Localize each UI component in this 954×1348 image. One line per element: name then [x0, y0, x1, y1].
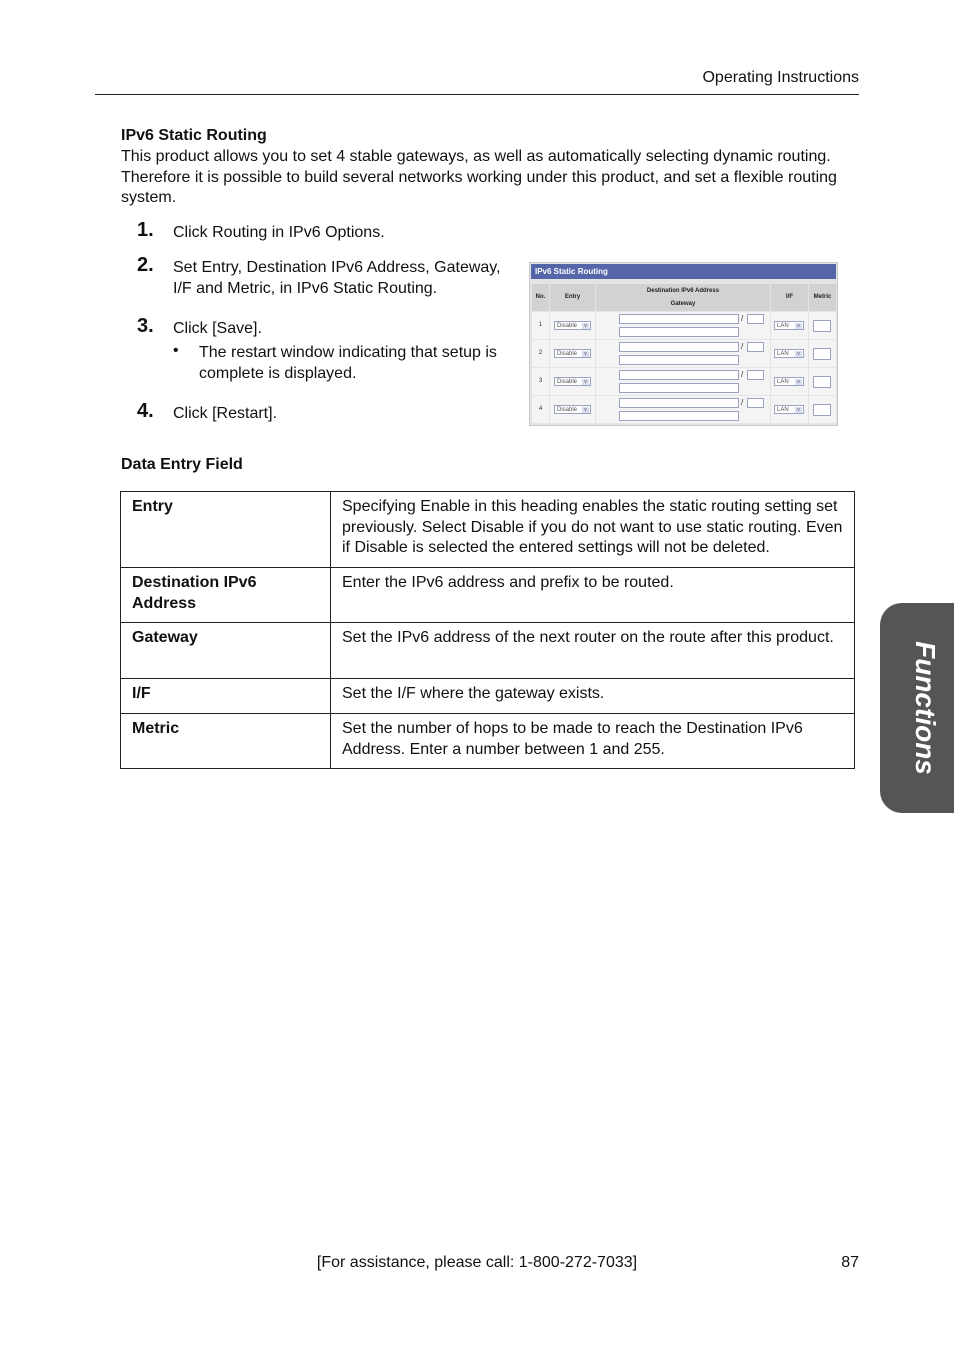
row-3-gateway-input[interactable] [619, 383, 739, 393]
row-1-prefix-input[interactable] [747, 314, 764, 324]
step-1-number: 1. [137, 219, 154, 241]
row-1-dest-input[interactable] [619, 314, 739, 324]
field-name: Metric [121, 714, 331, 769]
step-1-text: Click Routing in IPv6 Options. [173, 224, 385, 241]
page-number: 87 [841, 1254, 859, 1271]
row-3-if-cell [771, 368, 808, 395]
field-description: Set the number of hops to be made to reach the Destination IPv6 Address. Enter a number between 1 and 255. [331, 714, 855, 769]
chevron-down-icon: v [795, 407, 802, 413]
row-1-metric-cell [809, 312, 836, 339]
field-name: I/F [121, 679, 331, 714]
row-1-address-cell [596, 312, 770, 339]
section-side-tab [880, 603, 954, 813]
table-row [121, 679, 855, 714]
header-divider [95, 94, 859, 95]
chevron-down-icon: v [582, 407, 589, 413]
row-2-metric-input[interactable] [813, 348, 831, 360]
section-title: IPv6 Static Routing [121, 127, 267, 144]
row-2-gateway-input[interactable] [619, 355, 739, 365]
row-3-metric-input[interactable] [813, 376, 831, 388]
field-name: Entry [121, 492, 331, 568]
prefix-slash: / [741, 314, 744, 323]
screenshot-title: IPv6 Static Routing [531, 264, 836, 279]
ipv6-static-routing-screenshot [529, 262, 838, 426]
row-4-entry-cell [550, 396, 595, 423]
side-tab-label: Functions [910, 641, 941, 775]
header-dest: Destination IPv6 Address [646, 288, 720, 294]
row-4-gateway-input[interactable] [619, 411, 739, 421]
row-1-no: 1 [532, 312, 549, 339]
row-2-metric-cell [809, 340, 836, 367]
row-4-metric-cell [809, 396, 836, 423]
table-row [121, 714, 855, 769]
row-2-if-cell [771, 340, 808, 367]
prefix-slash: / [741, 398, 744, 407]
row-1-if-cell [771, 312, 808, 339]
table-row [121, 623, 855, 679]
field-name: Destination IPv6 Address [121, 568, 331, 623]
row-3-entry-cell [550, 368, 595, 395]
step-3-note: The restart window indicating that setup is complete is displayed. [199, 344, 497, 382]
row-1-metric-input[interactable] [813, 320, 831, 332]
header-entry: Entry [550, 284, 595, 311]
chevron-down-icon: v [795, 379, 802, 385]
step-2-number: 2. [137, 254, 154, 276]
header-no: No. [532, 284, 549, 311]
chevron-down-icon: v [795, 323, 802, 329]
step-4-number: 4. [137, 400, 154, 422]
chevron-down-icon: v [582, 379, 589, 385]
row-4-dest-input[interactable] [619, 398, 739, 408]
row-1-gateway-input[interactable] [619, 327, 739, 337]
chevron-down-icon: v [795, 351, 802, 357]
field-description: Set the IPv6 address of the next router on the route after this product. [331, 623, 855, 679]
header-gateway: Gateway [670, 301, 696, 307]
row-4-entry-select[interactable]: Disable v [554, 405, 591, 414]
data-entry-table [120, 491, 855, 769]
chevron-down-icon: v [582, 323, 589, 329]
row-4-if-select[interactable]: LAN v [774, 405, 804, 414]
row-1-entry-cell [550, 312, 595, 339]
prefix-slash: / [741, 370, 744, 379]
header-metric: Metric [809, 284, 836, 311]
section-intro: This product allows you to set 4 stable gateways, as well as automatically selecting dynamic routing. Therefore it is possible to build several networks working under this product, and set a flexible routing system. [121, 148, 837, 206]
row-3-no: 3 [532, 368, 549, 395]
row-3-address-cell [596, 368, 770, 395]
row-2-if-select[interactable]: LAN v [774, 349, 804, 358]
row-4-address-cell [596, 396, 770, 423]
row-3-prefix-input[interactable] [747, 370, 764, 380]
row-4-no: 4 [532, 396, 549, 423]
header-if: I/F [771, 284, 808, 311]
prefix-slash: / [741, 342, 744, 351]
row-4-metric-input[interactable] [813, 404, 831, 416]
header-dest-gateway [596, 284, 770, 311]
row-1-if-select[interactable]: LAN v [774, 321, 804, 330]
footer-assistance: [For assistance, please call: 1-800-272-7033] [316, 1254, 638, 1271]
field-name: Gateway [121, 623, 331, 679]
row-2-no: 2 [532, 340, 549, 367]
row-3-if-select[interactable]: LAN v [774, 377, 804, 386]
row-4-if-cell [771, 396, 808, 423]
data-entry-title: Data Entry Field [121, 456, 243, 473]
row-3-metric-cell [809, 368, 836, 395]
bullet-marker: • [173, 342, 179, 359]
step-4-text: Click [Restart]. [173, 405, 278, 422]
row-2-address-cell [596, 340, 770, 367]
row-2-dest-input[interactable] [619, 342, 739, 352]
row-1-entry-select[interactable]: Disable v [554, 321, 591, 330]
field-description: Set the I/F where the gateway exists. [331, 679, 855, 714]
row-2-entry-select[interactable]: Disable v [554, 349, 591, 358]
step-3-number: 3. [137, 315, 154, 337]
step-3-text: Click [Save]. [173, 320, 262, 337]
chevron-down-icon: v [582, 351, 589, 357]
row-3-entry-select[interactable]: Disable v [554, 377, 591, 386]
row-2-entry-cell [550, 340, 595, 367]
table-row [121, 568, 855, 623]
row-2-prefix-input[interactable] [747, 342, 764, 352]
field-description: Specifying Enable in this heading enables the static routing setting set previously. Select Disable if you do not want to use static routing. Even if Disable is selected the entered settings will not be deleted. [331, 492, 855, 568]
field-description: Enter the IPv6 address and prefix to be routed. [331, 568, 855, 623]
row-4-prefix-input[interactable] [747, 398, 764, 408]
step-2-text: Set Entry, Destination IPv6 Address, Gateway, I/F and Metric, in IPv6 Static Routing. [173, 259, 501, 297]
table-row [121, 492, 855, 568]
header-title: Operating Instructions [702, 69, 859, 86]
row-3-dest-input[interactable] [619, 370, 739, 380]
